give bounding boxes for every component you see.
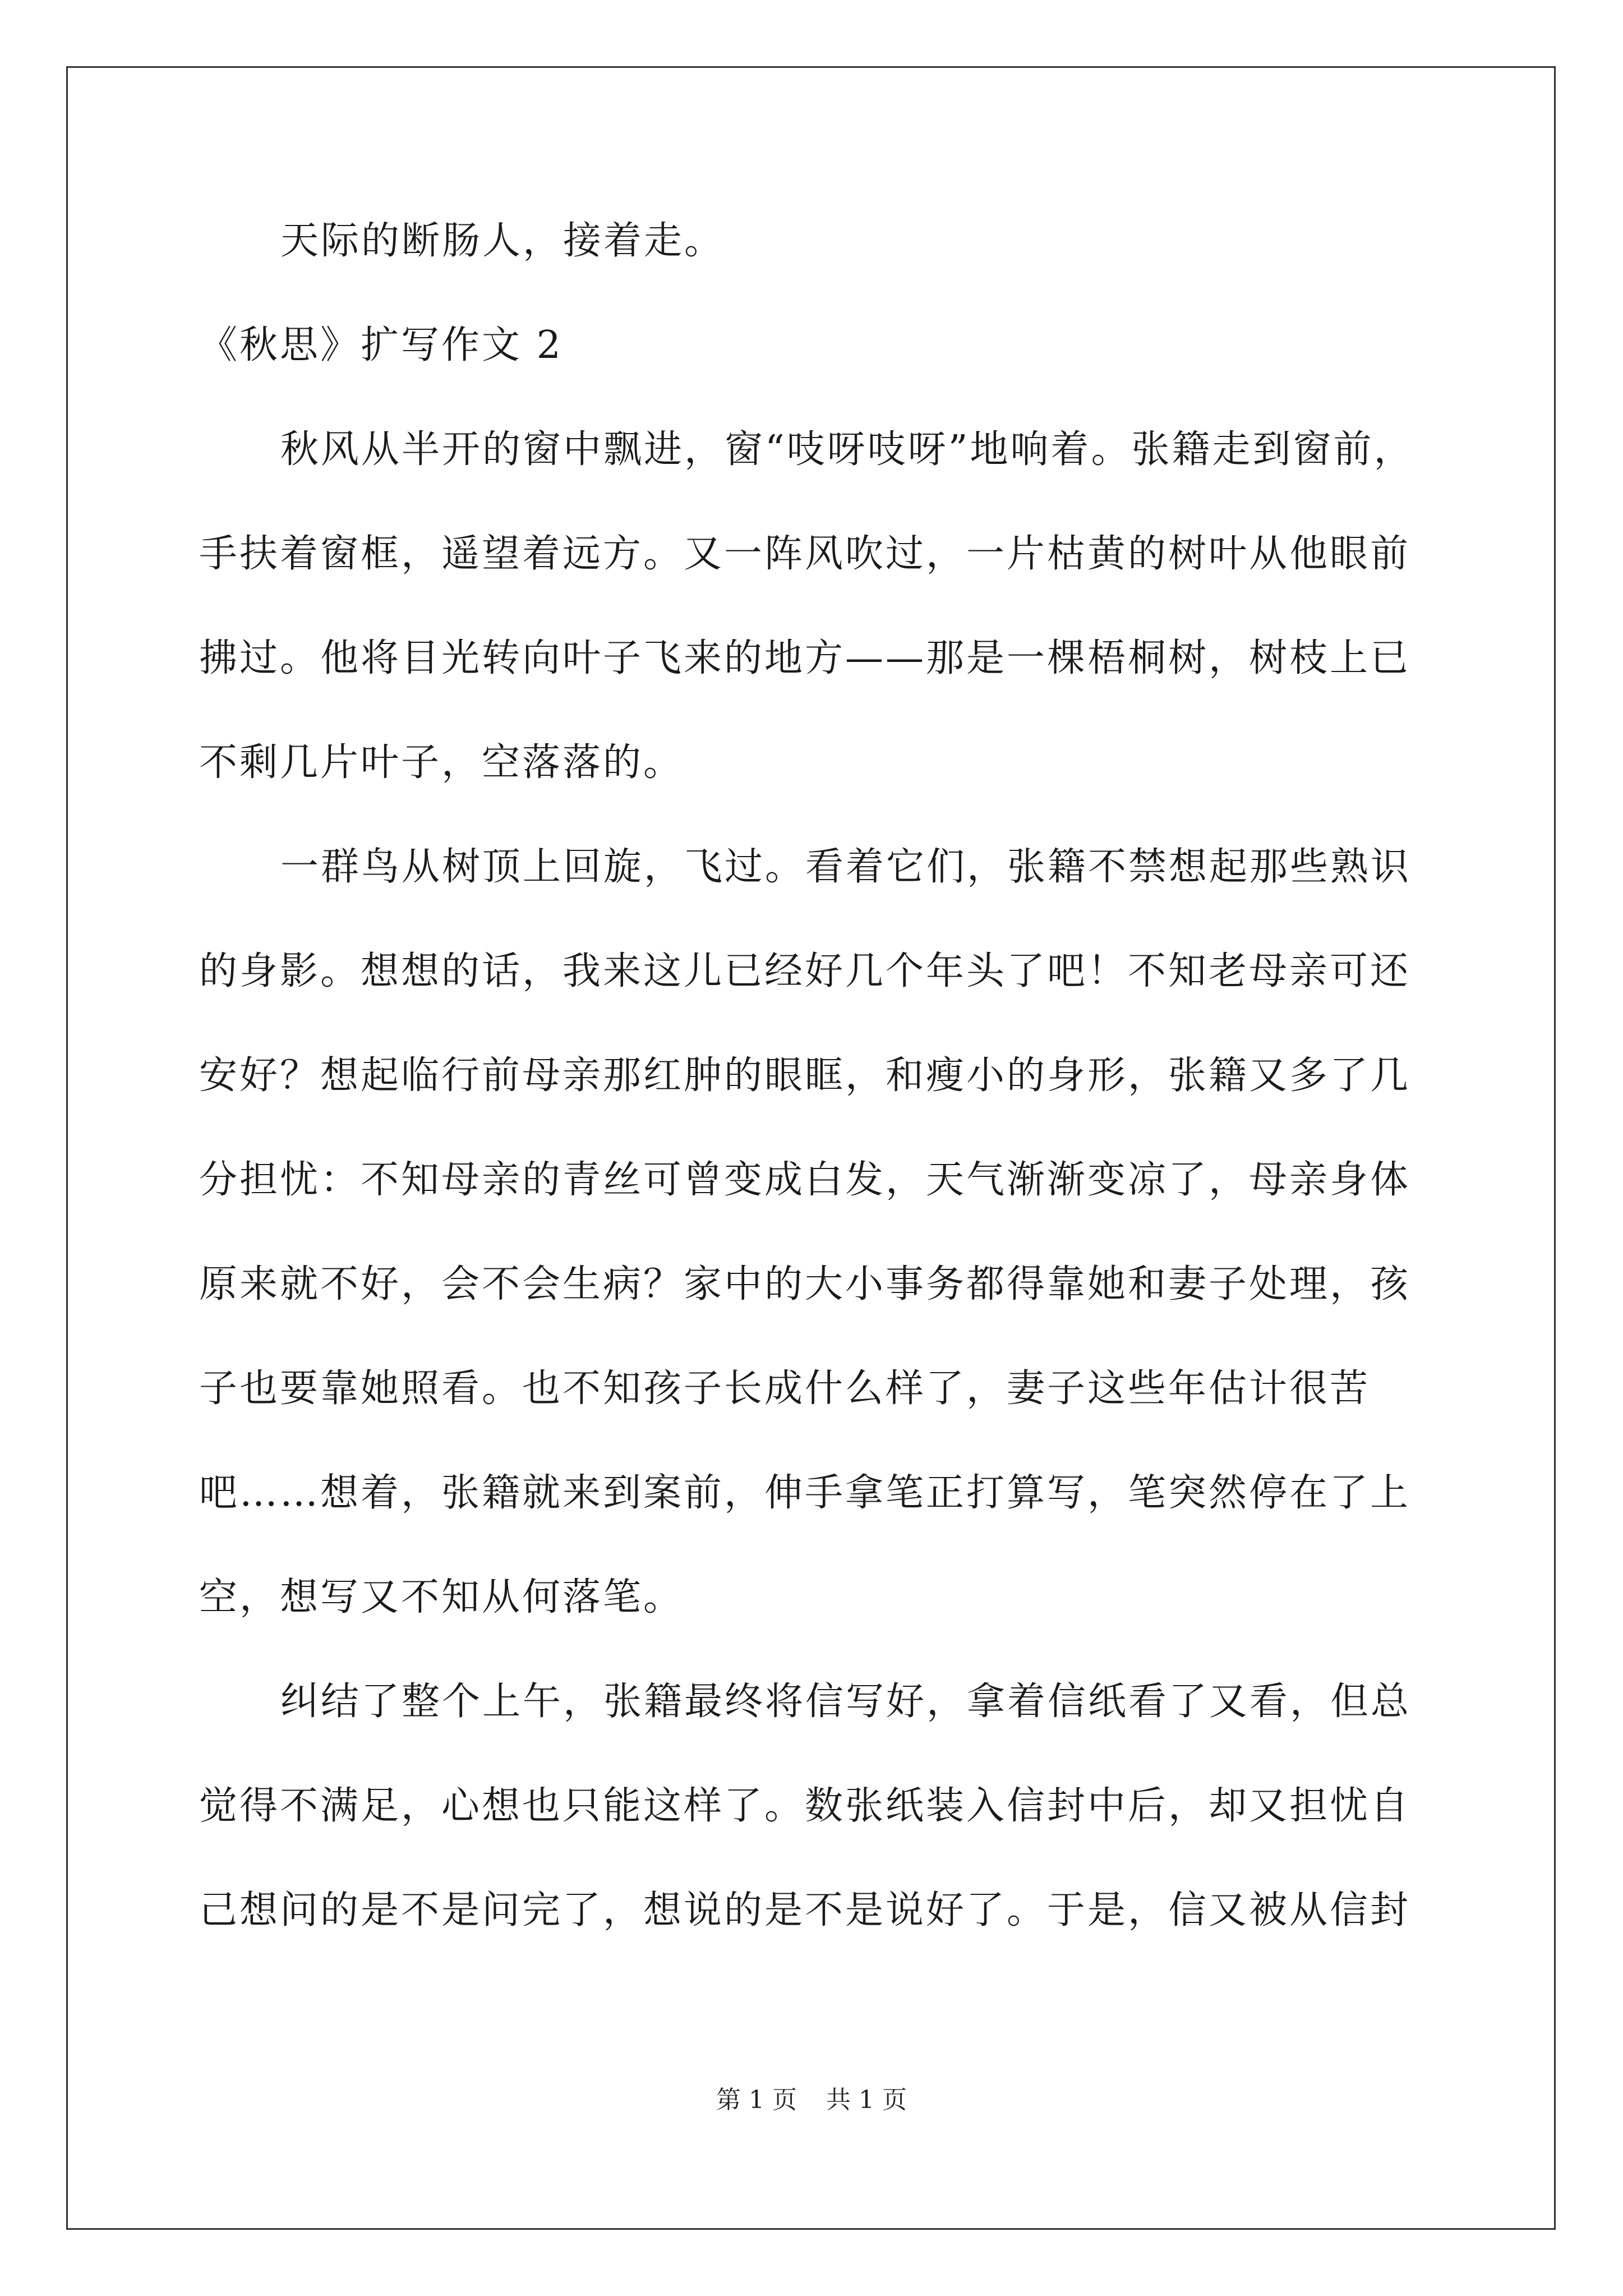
paragraph-line: 一群鸟从树顶上回旋，飞过。看着它们，张籍不禁想起那些熟识 (280, 845, 1412, 889)
page-number: 第 1 页 (716, 2086, 797, 2114)
paragraph-line: 原来就不好，会不会生病？家中的大小事务都得靠她和妻子处理，孩 (199, 1262, 1411, 1306)
section-heading: 《秋思》扩写作文 2 (199, 323, 563, 367)
paragraph-line: 纠结了整个上午，张籍最终将信写好，拿着信纸看了又看，但总 (280, 1680, 1412, 1724)
paragraph-line: 秋风从半开的窗中飘进，窗“吱呀吱呀”地响着。张籍走到窗前， (280, 427, 1414, 472)
paragraph-line: 不剩几片叶子，空落落的。 (199, 740, 684, 785)
paragraph-line: 觉得不满足，心想也只能这样了。数张纸装入信封中后，却又担忧自 (199, 1784, 1411, 1828)
paragraph-line: 手扶着窗框，遥望着远方。又一阵风吹过，一片枯黄的树叶从他眼前 (199, 532, 1411, 576)
paragraph-line: 分担忧：不知母亲的青丝可曾变成白发，天气渐渐变凉了，母亲身体 (199, 1158, 1411, 1202)
paragraph-line: 吧……想着，张籍就来到案前，伸手拿笔正打算写，笔突然停在了上 (199, 1471, 1411, 1515)
paragraph-line: 安好？想起临行前母亲那红肿的眼眶，和瘦小的身形，张籍又多了几 (199, 1053, 1411, 1098)
paragraph-line: 己想问的是不是问完了，想说的是不是说好了。于是，信又被从信封 (199, 1888, 1411, 1932)
page-total: 共 1 页 (826, 2086, 907, 2114)
paragraph-line: 的身影。想想的话，我来这儿已经好几个年头了吧！不知老母亲可还 (199, 949, 1411, 993)
paragraph-line: 天际的断肠人，接着走。 (280, 219, 725, 263)
paragraph-line: 空，想写又不知从何落笔。 (199, 1575, 684, 1619)
paragraph-line: 拂过。他将目光转向叶子飞来的地方——那是一棵梧桐树，树枝上已 (199, 636, 1411, 680)
paragraph-line: 子也要靠她照看。也不知孩子长成什么样了，妻子这些年估计很苦 (199, 1366, 1371, 1411)
page-footer (0, 2083, 1623, 2117)
